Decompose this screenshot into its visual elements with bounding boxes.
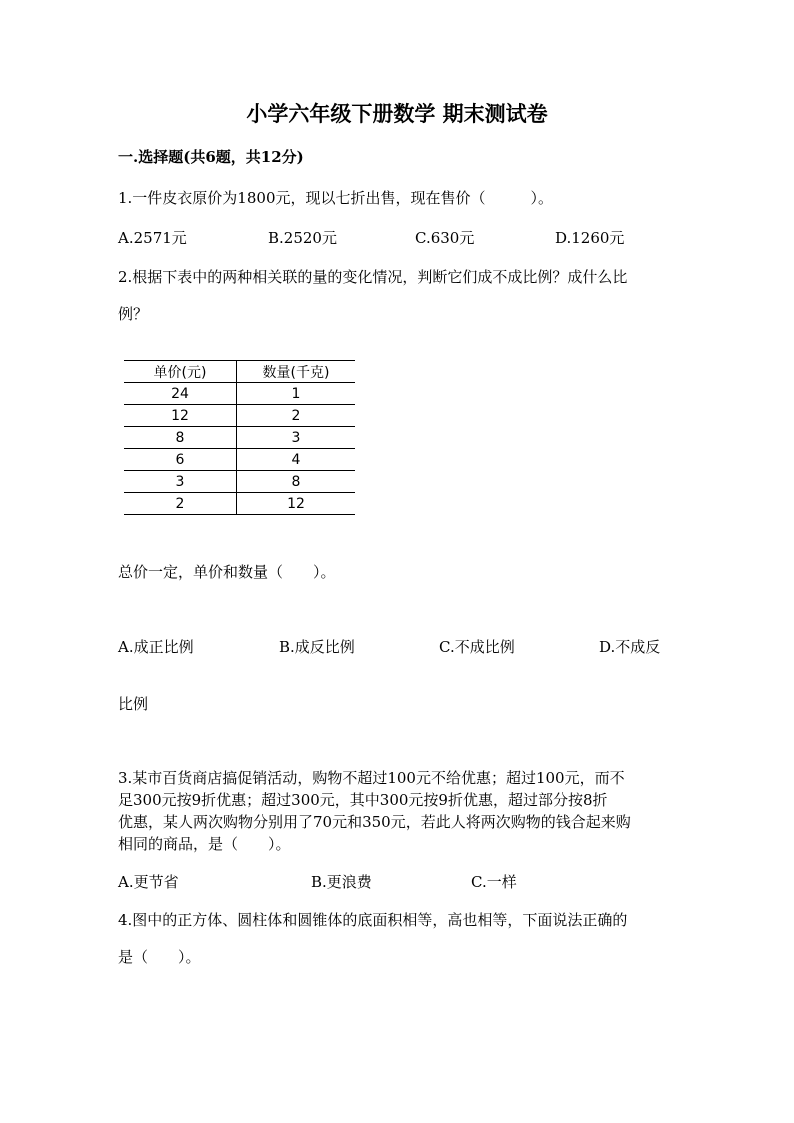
section-heading: 一.选择题(共6题，共12分) bbox=[118, 148, 304, 166]
table-row bbox=[124, 427, 355, 449]
q3-option-b[interactable]: B.更浪费 bbox=[311, 873, 372, 891]
q1-option-b[interactable]: B.2520元 bbox=[268, 229, 337, 247]
table-cell: 1 bbox=[237, 383, 356, 405]
q2-option-a[interactable]: A.成正比例 bbox=[118, 638, 194, 656]
table-cell: 12 bbox=[124, 405, 237, 427]
page-title: 小学六年级下册数学 期末测试卷 bbox=[246, 101, 548, 126]
table-header-cell: 数量(千克) bbox=[237, 361, 356, 383]
table-cell: 3 bbox=[124, 471, 237, 493]
table-cell: 2 bbox=[124, 493, 237, 515]
table-cell: 6 bbox=[124, 449, 237, 471]
question-3-line-3: 优惠，某人两次购物分别用了70元和350元，若此人将两次购物的钱合起来购 bbox=[118, 813, 631, 831]
table-cell: 2 bbox=[237, 405, 356, 427]
table-cell: 24 bbox=[124, 383, 237, 405]
question-3-line-1: 3.某市百货商店搞促销活动，购物不超过100元不给优惠；超过100元，而不 bbox=[118, 769, 625, 787]
question-2-line-2: 例？ bbox=[118, 305, 149, 323]
table-row bbox=[124, 405, 355, 427]
table-header-row bbox=[124, 361, 355, 383]
table-header-cell: 单价(元) bbox=[124, 361, 237, 383]
price-quantity-table bbox=[124, 360, 355, 515]
q1-option-d[interactable]: D.1260元 bbox=[555, 229, 625, 247]
table-row bbox=[124, 449, 355, 471]
q3-option-c[interactable]: C.一样 bbox=[471, 873, 517, 891]
q2-option-b[interactable]: B.成反比例 bbox=[279, 638, 355, 656]
table-cell: 8 bbox=[124, 427, 237, 449]
q1-option-c[interactable]: C.630元 bbox=[415, 229, 475, 247]
question-1-text: 1.一件皮衣原价为1800元，现以七折出售，现在售价（ ）。 bbox=[118, 189, 553, 207]
table-row bbox=[124, 471, 355, 493]
table-cell: 4 bbox=[237, 449, 356, 471]
question-3-line-4: 相同的商品，是（ ）。 bbox=[118, 835, 291, 853]
q3-option-a[interactable]: A.更节省 bbox=[118, 873, 179, 891]
question-4-line-2: 是（ ）。 bbox=[118, 948, 201, 966]
table-cell: 8 bbox=[237, 471, 356, 493]
question-3-line-2: 足300元按9折优惠；超过300元，其中300元按9折优惠，超过部分按8折 bbox=[118, 791, 608, 809]
q1-option-a[interactable]: A.2571元 bbox=[118, 229, 187, 247]
table-row bbox=[124, 493, 355, 515]
question-2-prompt: 总价一定，单价和数量（ ）。 bbox=[118, 563, 336, 581]
q2-option-d-wrap: 比例 bbox=[118, 695, 149, 713]
question-4-line-1: 4.图中的正方体、圆柱体和圆锥体的底面积相等，高也相等，下面说法正确的 bbox=[118, 911, 628, 929]
q2-option-d[interactable]: D.不成反 bbox=[599, 638, 661, 656]
q2-option-c[interactable]: C.不成比例 bbox=[439, 638, 515, 656]
question-2-line-1: 2.根据下表中的两种相关联的量的变化情况，判断它们成不成比例？成什么比 bbox=[118, 268, 628, 286]
table-cell: 3 bbox=[237, 427, 356, 449]
table-cell: 12 bbox=[237, 493, 356, 515]
table-row bbox=[124, 383, 355, 405]
